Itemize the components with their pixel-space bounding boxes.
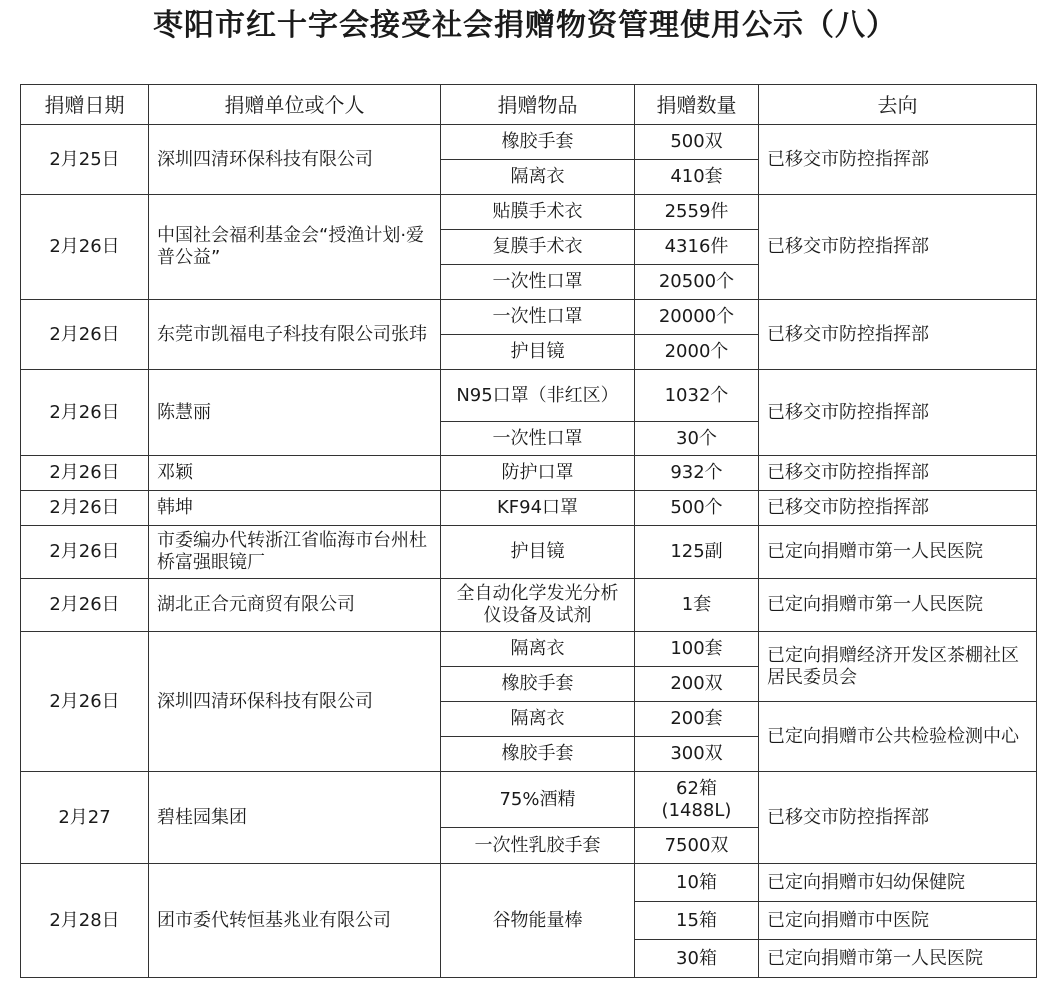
dest-cell: 已定向捐赠市第一人民医院 <box>759 526 1037 579</box>
dest-cell: 已移交市防控指挥部 <box>759 195 1037 300</box>
item-cell: KF94口罩 <box>441 491 635 526</box>
donor-cell: 东莞市凯福电子科技有限公司张玮 <box>149 300 441 370</box>
item-cell: 一次性口罩 <box>441 300 635 335</box>
date-cell: 2月26日 <box>21 491 149 526</box>
donor-cell: 湖北正合元商贸有限公司 <box>149 579 441 632</box>
qty-cell: 100套 <box>635 632 759 667</box>
date-cell: 2月26日 <box>21 579 149 632</box>
qty-cell: 200套 <box>635 702 759 737</box>
header-dest: 去向 <box>759 85 1037 125</box>
dest-cell: 已移交市防控指挥部 <box>759 491 1037 526</box>
item-cell: 隔离衣 <box>441 702 635 737</box>
item-cell: 一次性口罩 <box>441 265 635 300</box>
date-cell: 2月26日 <box>21 370 149 456</box>
item-cell: 隔离衣 <box>441 632 635 667</box>
dest-cell: 已定向捐赠市妇幼保健院 <box>759 864 1037 902</box>
table-row <box>21 632 1037 667</box>
qty-cell: 20000个 <box>635 300 759 335</box>
donor-cell: 团市委代转恒基兆业有限公司 <box>149 864 441 978</box>
qty-cell: 20500个 <box>635 265 759 300</box>
qty-cell: 500个 <box>635 491 759 526</box>
qty-cell: 10箱 <box>635 864 759 902</box>
item-cell: 橡胶手套 <box>441 667 635 702</box>
item-cell: 全自动化学发光分析仪设备及试剂 <box>441 579 635 632</box>
item-cell: 谷物能量棒 <box>441 864 635 978</box>
table-row <box>21 864 1037 902</box>
donor-cell: 市委编办代转浙江省临海市台州杜桥富强眼镜厂 <box>149 526 441 579</box>
donor-cell: 邓颖 <box>149 456 441 491</box>
table-row <box>21 456 1037 491</box>
date-cell: 2月26日 <box>21 300 149 370</box>
item-cell: 隔离衣 <box>441 160 635 195</box>
header-date: 捐赠日期 <box>21 85 149 125</box>
qty-cell: 30箱 <box>635 940 759 978</box>
table-row <box>21 125 1037 160</box>
donor-cell: 中国社会福利基金会“授渔计划·爱普公益” <box>149 195 441 300</box>
dest-cell: 已定向捐赠市第一人民医院 <box>759 579 1037 632</box>
qty-cell: 200双 <box>635 667 759 702</box>
qty-cell: 2000个 <box>635 335 759 370</box>
qty-cell: 7500双 <box>635 828 759 864</box>
table-row <box>21 526 1037 579</box>
qty-cell: 1套 <box>635 579 759 632</box>
item-cell: 护目镜 <box>441 335 635 370</box>
date-cell: 2月25日 <box>21 125 149 195</box>
qty-cell: 300双 <box>635 737 759 772</box>
table-row <box>21 579 1037 632</box>
donor-cell: 深圳四清环保科技有限公司 <box>149 632 441 772</box>
donor-cell: 陈慧丽 <box>149 370 441 456</box>
qty-cell: 4316件 <box>635 230 759 265</box>
qty-cell: 2559件 <box>635 195 759 230</box>
table-row <box>21 195 1037 230</box>
qty-cell: 1032个 <box>635 370 759 422</box>
dest-cell: 已移交市防控指挥部 <box>759 125 1037 195</box>
qty-cell: 410套 <box>635 160 759 195</box>
table-row <box>21 491 1037 526</box>
donor-cell: 深圳四清环保科技有限公司 <box>149 125 441 195</box>
table-row <box>21 300 1037 335</box>
date-cell: 2月27 <box>21 772 149 864</box>
dest-cell: 已定向捐赠市第一人民医院 <box>759 940 1037 978</box>
qty-cell: 30个 <box>635 422 759 456</box>
item-cell: 护目镜 <box>441 526 635 579</box>
date-cell: 2月28日 <box>21 864 149 978</box>
qty-cell: 125副 <box>635 526 759 579</box>
date-cell: 2月26日 <box>21 632 149 772</box>
header-qty: 捐赠数量 <box>635 85 759 125</box>
item-cell: 75%酒精 <box>441 772 635 828</box>
item-cell: 橡胶手套 <box>441 737 635 772</box>
dest-cell: 已移交市防控指挥部 <box>759 370 1037 456</box>
item-cell: 复膜手术衣 <box>441 230 635 265</box>
header-row <box>21 85 1037 125</box>
item-cell: 一次性口罩 <box>441 422 635 456</box>
dest-cell: 已移交市防控指挥部 <box>759 300 1037 370</box>
item-cell: 贴膜手术衣 <box>441 195 635 230</box>
qty-cell: 62箱(1488L) <box>635 772 759 828</box>
date-cell: 2月26日 <box>21 195 149 300</box>
table-row <box>21 772 1037 828</box>
dest-cell: 已定向捐赠经济开发区茶棚社区居民委员会 <box>759 632 1037 702</box>
dest-cell: 已移交市防控指挥部 <box>759 772 1037 864</box>
qty-cell: 15箱 <box>635 902 759 940</box>
donor-cell: 韩坤 <box>149 491 441 526</box>
date-cell: 2月26日 <box>21 456 149 491</box>
dest-cell: 已移交市防控指挥部 <box>759 456 1037 491</box>
header-item: 捐赠物品 <box>441 85 635 125</box>
item-cell: 防护口罩 <box>441 456 635 491</box>
page-title: 枣阳市红十字会接受社会捐赠物资管理使用公示（八） <box>153 8 897 43</box>
item-cell: 一次性乳胶手套 <box>441 828 635 864</box>
header-donor: 捐赠单位或个人 <box>149 85 441 125</box>
table-row <box>21 370 1037 422</box>
qty-cell: 932个 <box>635 456 759 491</box>
date-cell: 2月26日 <box>21 526 149 579</box>
donor-cell: 碧桂园集团 <box>149 772 441 864</box>
item-cell: 橡胶手套 <box>441 125 635 160</box>
dest-cell: 已定向捐赠市中医院 <box>759 902 1037 940</box>
dest-cell: 已定向捐赠市公共检验检测中心 <box>759 702 1037 772</box>
qty-cell: 500双 <box>635 125 759 160</box>
item-cell: N95口罩（非红区） <box>441 370 635 422</box>
donation-table <box>20 84 1037 978</box>
